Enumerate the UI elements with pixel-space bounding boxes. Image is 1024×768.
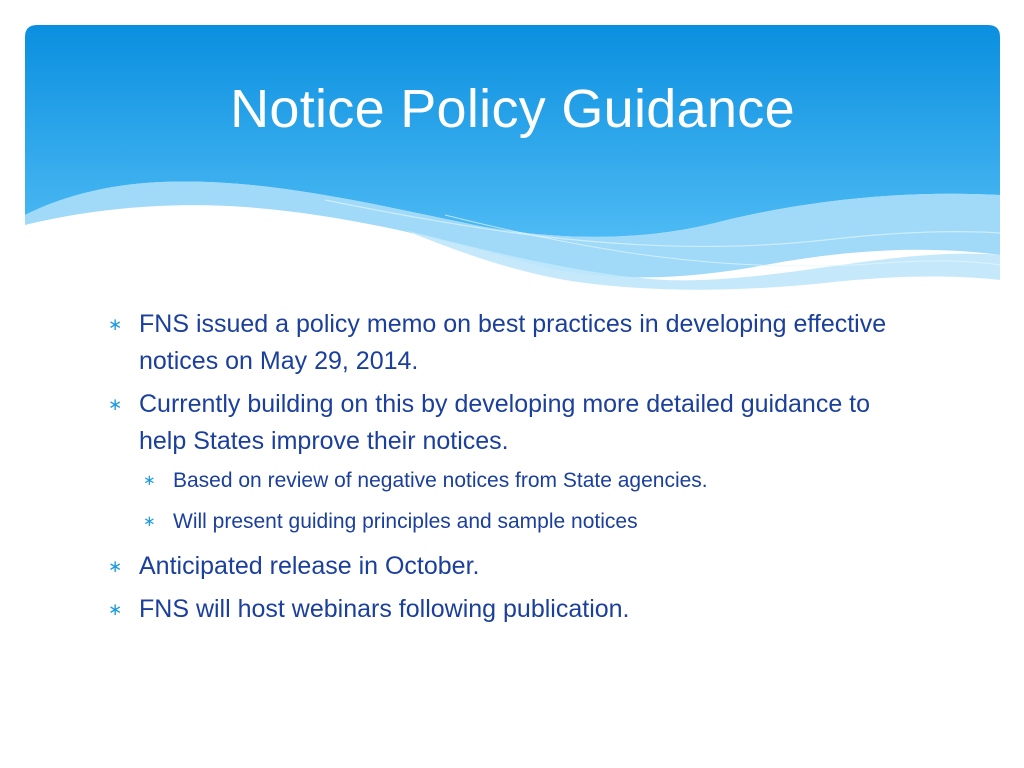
bullet-text: FNS issued a policy memo on best practices in developing effective notices on May 29, 2014. xyxy=(139,310,887,375)
bullet-text: Anticipated release in October. xyxy=(139,552,480,580)
header-wave-banner xyxy=(25,25,1000,305)
bullet-item xyxy=(104,386,924,460)
slide-title: Notice Policy Guidance xyxy=(230,79,795,139)
bullet-text: Currently building on this by developing more detailed guidance to help States improve their notices. xyxy=(139,390,871,455)
asterisk-bullet-icon: ∗ xyxy=(108,315,123,334)
sub-bullet-item xyxy=(139,466,924,496)
bullet-text: FNS will host webinars following publication. xyxy=(139,595,630,623)
bullet-item xyxy=(104,548,924,585)
asterisk-bullet-icon: ∗ xyxy=(108,395,123,414)
asterisk-bullet-icon: ∗ xyxy=(108,600,123,619)
bullet-list xyxy=(104,306,924,634)
asterisk-bullet-icon: ∗ xyxy=(108,557,123,576)
asterisk-bullet-icon: ∗ xyxy=(143,513,156,530)
asterisk-bullet-icon: ∗ xyxy=(143,472,156,489)
bullet-item xyxy=(104,306,924,380)
sub-bullet-list xyxy=(139,466,924,537)
sub-bullet-text: Based on review of negative notices from State agencies. xyxy=(173,469,708,492)
bullet-item xyxy=(104,591,924,628)
sub-bullet-text: Will present guiding principles and sample notices xyxy=(173,510,638,533)
sub-bullet-item xyxy=(139,507,924,537)
